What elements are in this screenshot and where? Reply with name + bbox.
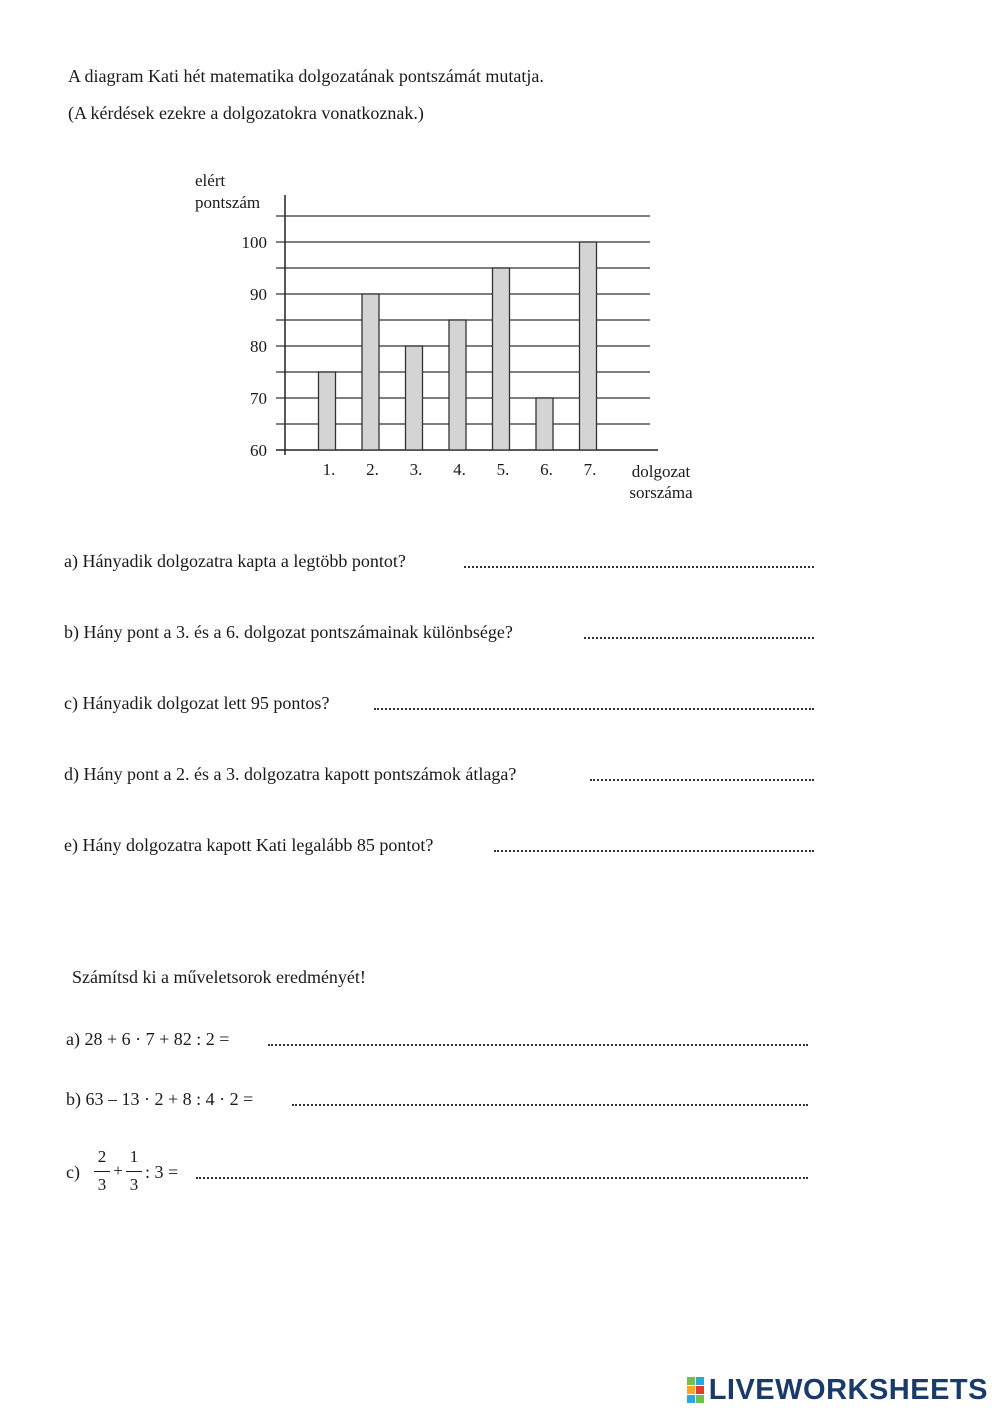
- bar-6: [536, 398, 553, 450]
- liveworksheets-wordmark: LIVEWORKSHEETS: [708, 1373, 988, 1406]
- y-tick-label: 60: [250, 441, 267, 460]
- x-axis-label-line: sorszáma: [629, 483, 693, 502]
- liveworksheets-logo: [687, 1374, 988, 1406]
- bar-3: [406, 346, 423, 450]
- question-e: e) Hány dolgozatra kapott Kati legalább 85 pontot?: [64, 835, 434, 855]
- x-tick-label: 5.: [496, 460, 510, 479]
- calc-answer-line-b[interactable]: [292, 1102, 808, 1106]
- x-tick-label: 7.: [583, 460, 597, 479]
- calc-c-prefix: c): [66, 1162, 80, 1182]
- calc-a: a) 28 + 6 · 7 + 82 : 2 =: [66, 1029, 230, 1049]
- intro-line-2: (A kérdések ezekre a dolgozatokra vonatkoznak.): [68, 103, 424, 123]
- question-c: c) Hányadik dolgozat lett 95 pontos?: [64, 693, 330, 713]
- frac2-numerator: 1: [129, 1147, 139, 1166]
- bar-chart: [180, 160, 720, 510]
- answer-line-c[interactable]: [374, 706, 814, 710]
- question-a: a) Hányadik dolgozatra kapta a legtöbb pontot?: [64, 551, 406, 571]
- question-d: d) Hány pont a 2. és a 3. dolgozatra kapott pontszámok átlaga?: [64, 764, 517, 784]
- calc-c-suffix: : 3 =: [145, 1162, 179, 1182]
- frac1-denominator: 3: [97, 1175, 107, 1194]
- x-tick-label: 6.: [540, 460, 553, 479]
- calc-answer-line-a[interactable]: [268, 1042, 808, 1046]
- calc-title: Számítsd ki a műveletsorok eredményét!: [72, 967, 366, 987]
- frac2-denominator: 3: [129, 1175, 139, 1194]
- calc-answer-line-c[interactable]: [196, 1175, 808, 1179]
- calc-b: b) 63 – 13 · 2 + 8 : 4 · 2 =: [66, 1089, 254, 1109]
- bar-1: [319, 372, 336, 450]
- y-axis-label-line: elért: [195, 171, 226, 190]
- y-tick-label: 70: [250, 389, 267, 408]
- liveworksheets-logo-icon: [687, 1377, 705, 1403]
- y-tick-label: 90: [250, 285, 267, 304]
- answer-line-b[interactable]: [584, 635, 814, 639]
- x-tick-label: 4.: [453, 460, 466, 479]
- frac1-bar: [94, 1171, 110, 1172]
- bar-5: [493, 268, 510, 450]
- answer-line-a[interactable]: [464, 564, 814, 568]
- bar-7: [580, 242, 597, 450]
- answer-line-e[interactable]: [494, 848, 814, 852]
- bar-4: [449, 320, 466, 450]
- y-tick-label: 100: [241, 233, 267, 252]
- question-b: b) Hány pont a 3. és a 6. dolgozat pontszámainak különbsége?: [64, 622, 513, 642]
- y-axis-label-line: pontszám: [195, 193, 261, 212]
- plus-sign: +: [113, 1161, 123, 1180]
- bar-2: [362, 294, 379, 450]
- frac2-bar: [126, 1171, 142, 1172]
- frac1-numerator: 2: [97, 1147, 107, 1166]
- y-tick-label: 80: [250, 337, 267, 356]
- x-axis-label-line: dolgozat: [631, 462, 691, 481]
- intro-line-1: A diagram Kati hét matematika dolgozatának pontszámát mutatja.: [68, 66, 544, 86]
- x-tick-label: 2.: [366, 460, 379, 479]
- x-tick-label: 3.: [409, 460, 423, 479]
- x-tick-label: 1.: [322, 460, 336, 479]
- answer-line-d[interactable]: [590, 777, 814, 781]
